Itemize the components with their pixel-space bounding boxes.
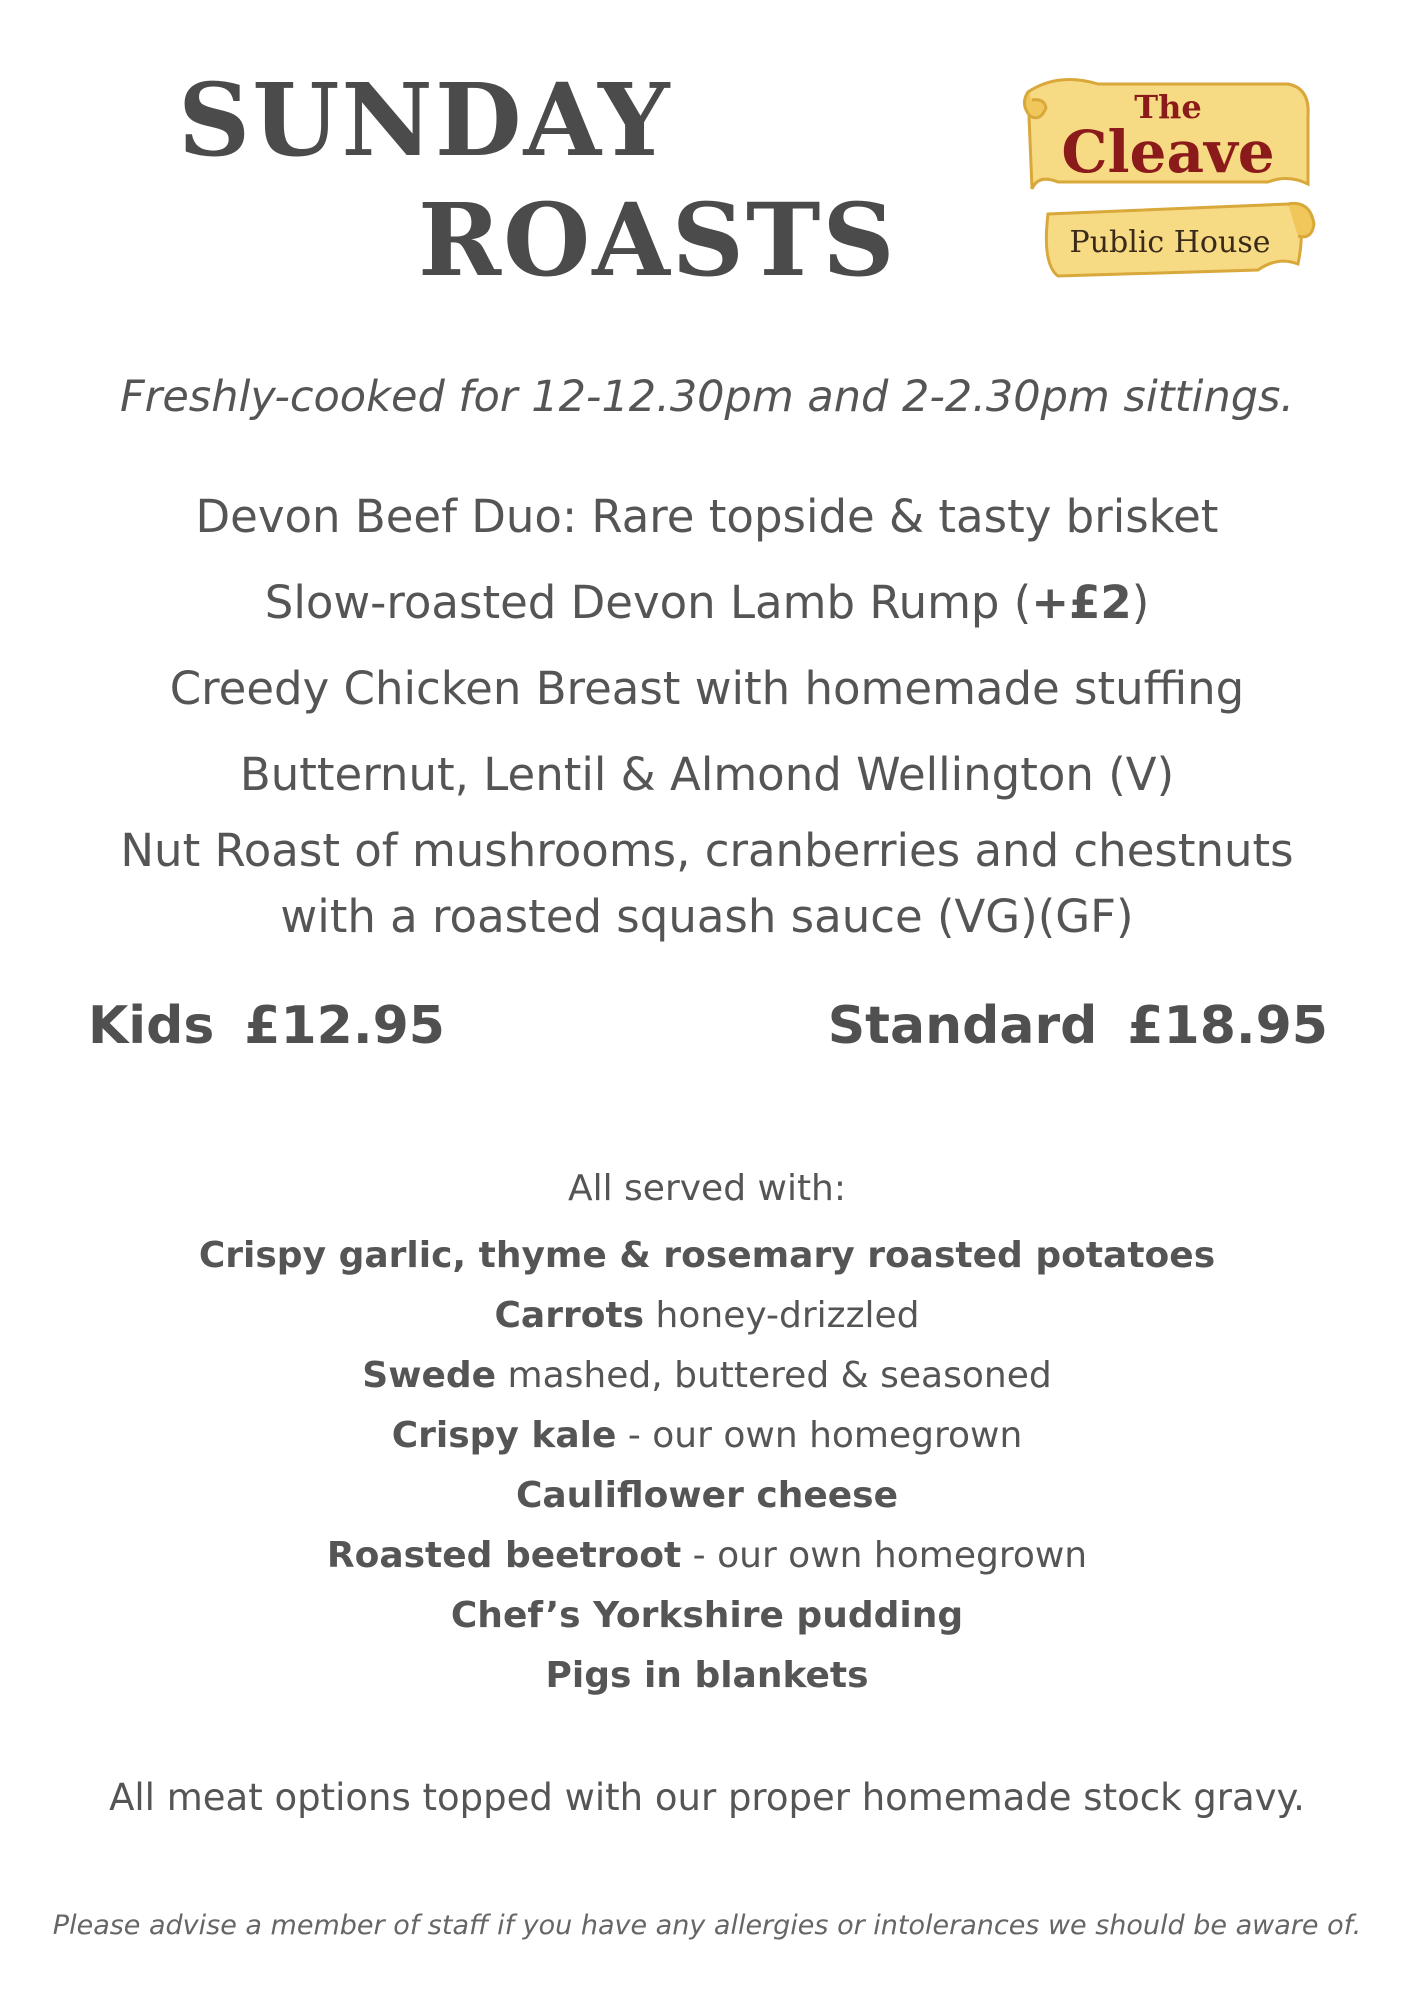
side-item-detail: - our own homegrown: [681, 1535, 1088, 1576]
logo-text-cleave: Cleave: [1061, 118, 1275, 186]
side-item: [0, 1226, 1414, 1286]
side-item: [0, 1406, 1414, 1466]
dish-lamb-supplement: +£2: [1031, 576, 1132, 629]
the-cleave-logo: [1018, 64, 1318, 304]
side-item: [0, 1346, 1414, 1406]
title-line-sunday: SUNDAY: [178, 61, 672, 179]
dish-chicken: Creedy Chicken Breast with homemade stuffing: [169, 662, 1245, 715]
dish-nut-roast-line1: Nut Roast of mushrooms, cranberries and chestnuts: [120, 824, 1294, 877]
side-item: [0, 1466, 1414, 1526]
sides-list: [0, 1226, 1414, 1706]
side-item-name: Crispy kale: [391, 1415, 617, 1456]
side-item-name: Roasted beetroot: [326, 1535, 682, 1576]
logo-text-the: The: [1134, 88, 1202, 126]
price-standard: [828, 996, 1328, 1056]
price-kids-label: Kids: [88, 996, 215, 1056]
title-line-roasts: ROASTS: [418, 181, 897, 299]
side-item-name: Pigs in blankets: [545, 1655, 869, 1696]
sides-heading: All served with:: [567, 1168, 847, 1209]
logo-text-public-house: Public House: [1069, 225, 1271, 260]
dish-wellington: Butternut, Lentil & Almond Wellington (V): [239, 748, 1175, 801]
side-item-name: Carrots: [494, 1295, 645, 1336]
side-item-name: Chef’s Yorkshire pudding: [450, 1595, 964, 1636]
gravy-note: All meat options topped with our proper homemade stock gravy.: [109, 1776, 1305, 1819]
dish-lamb-name: Slow-roasted Devon Lamb Rump (: [264, 576, 1032, 629]
price-kids: [88, 996, 445, 1056]
dish-lamb: [0, 576, 1414, 629]
side-item: [0, 1286, 1414, 1346]
side-item: [0, 1526, 1414, 1586]
price-standard-value: £18.95: [1127, 996, 1328, 1056]
price-standard-label: Standard: [827, 996, 1098, 1056]
side-item: [0, 1646, 1414, 1706]
side-item: [0, 1586, 1414, 1646]
sittings-subtitle: Freshly-cooked for 12-12.30pm and 2-2.30pm sittings.: [119, 372, 1295, 422]
side-item-detail: - our own homegrown: [616, 1415, 1023, 1456]
side-item-name: Crispy garlic, thyme & rosemary roasted potatoes: [198, 1235, 1216, 1276]
dish-beef: Devon Beef Duo: Rare topside & tasty brisket: [195, 490, 1219, 543]
price-kids-value: £12.95: [244, 996, 445, 1056]
dish-lamb-close: ): [1131, 576, 1150, 629]
side-item-detail: mashed, buttered & seasoned: [496, 1355, 1052, 1396]
side-item-detail: honey-drizzled: [644, 1295, 920, 1336]
side-item-name: Swede: [362, 1355, 497, 1396]
side-item-name: Cauliflower cheese: [515, 1475, 899, 1516]
allergy-note: Please advise a member of staff if you have any allergies or intolerances we should be aware of.: [52, 1910, 1362, 1941]
dish-nut-roast-line2: with a roasted squash sauce (VG)(GF): [280, 890, 1134, 943]
